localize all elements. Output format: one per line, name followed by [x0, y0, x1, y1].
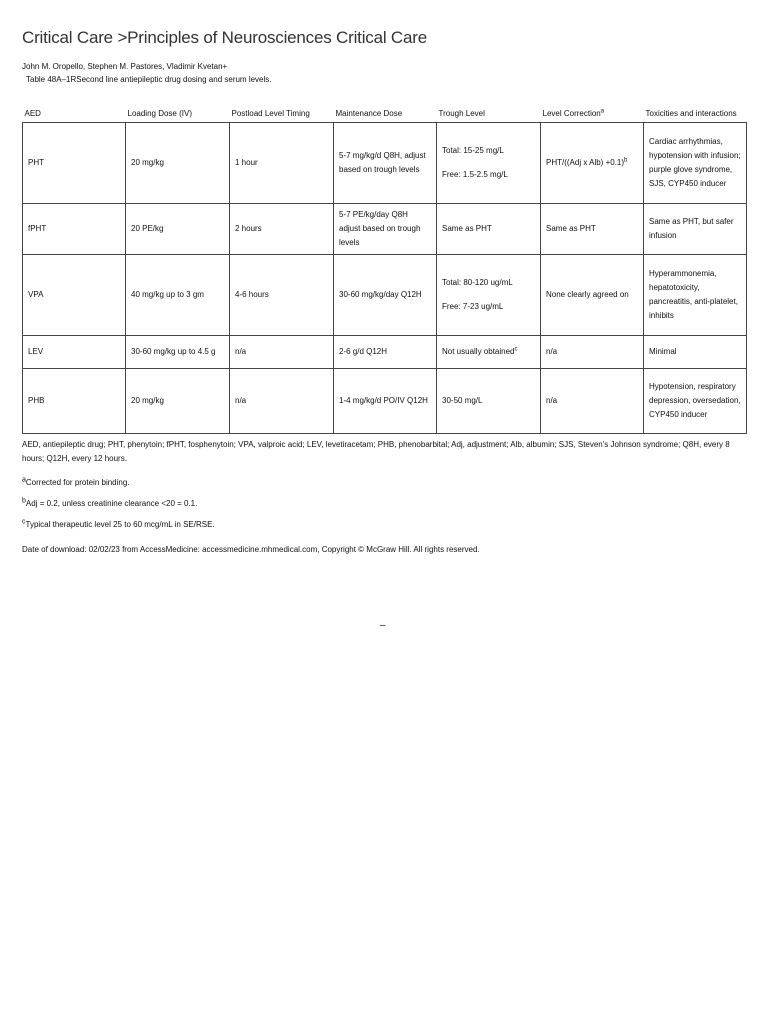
trough-total: Total: 15-25 mg/L	[442, 146, 504, 155]
cell-level-correction: n/a	[541, 369, 644, 434]
cell-postload-timing: 4-6 hours	[230, 255, 334, 336]
table-row	[23, 255, 747, 336]
table-caption: Table 48A–1RSecond line antiepileptic drug dosing and serum levels.	[26, 75, 272, 84]
footnote-b	[22, 499, 746, 508]
cell-toxicities: Hypotension, respiratory depression, oversedation, CYP450 inducer	[644, 369, 747, 434]
cell-aed: PHT	[23, 123, 126, 204]
cell-postload-timing: 1 hour	[230, 123, 334, 204]
cell-trough-level	[437, 255, 541, 336]
footnote-mark: b	[22, 497, 26, 505]
footnote-mark: a	[600, 108, 605, 115]
cell-loading-dose: 40 mg/kg up to 3 gm	[126, 255, 230, 336]
cell-maintenance-dose: 30-60 mg/kg/day Q12H	[334, 255, 437, 336]
footnote-text: Typical therapeutic level 25 to 60 mcg/mL in SE/RSE.	[25, 520, 215, 529]
page-title: Critical Care >Principles of Neurosciences Critical Care	[22, 28, 427, 47]
column-header-aed: AED	[24, 109, 41, 118]
download-notice: Date of download: 02/02/23 from AccessMedicine: accessmedicine.mhmedical.com, Copyright © McGraw Hill. All rights reserved.	[22, 545, 480, 554]
cell-trough-level	[437, 336, 541, 369]
correction-formula: PHT/((Adj x Alb) +0.1)	[546, 158, 625, 167]
column-header-postload-timing: Postload Level Timing	[231, 109, 310, 118]
cell-aed: fPHT	[23, 204, 126, 255]
cell-loading-dose: 30-60 mg/kg up to 4.5 g	[126, 336, 230, 369]
trough-total: Total: 80-120 ug/mL	[442, 278, 513, 287]
column-header-loading-dose: Loading Dose (IV)	[127, 109, 192, 118]
cell-level-correction: Same as PHT	[541, 204, 644, 255]
table-row	[23, 123, 747, 204]
cell-aed: LEV	[23, 336, 126, 369]
cell-toxicities: Cardiac arrhythmias, hypotension with infusion; purple glove syndrome, SJS, CYP450 inducer	[644, 123, 747, 204]
cell-maintenance-dose: 5-7 PE/kg/day Q8H adjust based on trough levels	[334, 204, 437, 255]
cell-level-correction	[541, 123, 644, 204]
footnote-mark: b	[624, 157, 628, 164]
footnote-text: Adj = 0.2, unless creatinine clearance <20 = 0.1.	[25, 499, 198, 508]
cell-loading-dose: 20 PE/kg	[126, 204, 230, 255]
column-header-maintenance-dose: Maintenance Dose	[335, 109, 403, 118]
column-header-level-correction	[541, 104, 644, 123]
footnote-text: Corrected for protein binding.	[25, 478, 130, 487]
cell-postload-timing: n/a	[230, 336, 334, 369]
cell-level-correction: n/a	[541, 336, 644, 369]
trough-free: Free: 7-23 ug/mL	[442, 302, 504, 311]
column-header-toxicities: Toxicities and interactions	[645, 109, 737, 118]
page-separator: –	[380, 620, 386, 631]
cell-postload-timing: n/a	[230, 369, 334, 434]
abbreviations-note: AED, antiepileptic drug; PHT, phenytoin; fPHT, fosphenytoin; VPA, valproic acid; LEV, levetiracetam; PHB, phenobarbital; Adj, adjustment; Alb, albumin; SJS, Steven's Johnson syndrome; Q8H, every 8 hours; Q12H, every 12 hours.	[22, 440, 730, 463]
cell-maintenance-dose: 5-7 mg/kg/d Q8H, adjust based on trough levels	[334, 123, 437, 204]
footnote-mark: a	[22, 476, 26, 484]
document-page	[22, 28, 746, 554]
table-row	[23, 369, 747, 434]
cell-toxicities: Same as PHT, but safer infusion	[644, 204, 747, 255]
cell-toxicities: Minimal	[644, 336, 747, 369]
authors: John M. Oropello, Stephen M. Pastores, Vladimir Kvetan+	[22, 62, 228, 71]
cell-postload-timing: 2 hours	[230, 204, 334, 255]
cell-trough-level	[437, 123, 541, 204]
cell-loading-dose: 20 mg/kg	[126, 369, 230, 434]
trough-free: Free: 1.5-2.5 mg/L	[442, 170, 508, 179]
footnote-a	[22, 478, 746, 487]
aed-dosing-table	[22, 104, 747, 434]
column-header-trough-level: Trough Level	[438, 109, 485, 118]
table-row	[23, 336, 747, 369]
cell-loading-dose: 20 mg/kg	[126, 123, 230, 204]
cell-trough-level: 30-50 mg/L	[437, 369, 541, 434]
footnote-c	[22, 520, 746, 529]
cell-aed: PHB	[23, 369, 126, 434]
table-row	[23, 204, 747, 255]
cell-maintenance-dose: 1-4 mg/kg/d PO/IV Q12H	[334, 369, 437, 434]
cell-level-correction: None clearly agreed on	[541, 255, 644, 336]
cell-aed: VPA	[23, 255, 126, 336]
trough-text: Not usually obtained	[442, 347, 515, 356]
footnote-mark: c	[22, 518, 26, 526]
cell-toxicities: Hyperammonemia, hepatotoxicity, pancreatitis, anti-platelet, inhibits	[644, 255, 747, 336]
cell-maintenance-dose: 2-6 g/d Q12H	[334, 336, 437, 369]
table-header-row	[23, 104, 747, 123]
footnote-mark: c	[514, 346, 518, 353]
column-header-label: Level Correction	[542, 109, 601, 118]
cell-trough-level: Same as PHT	[437, 204, 541, 255]
